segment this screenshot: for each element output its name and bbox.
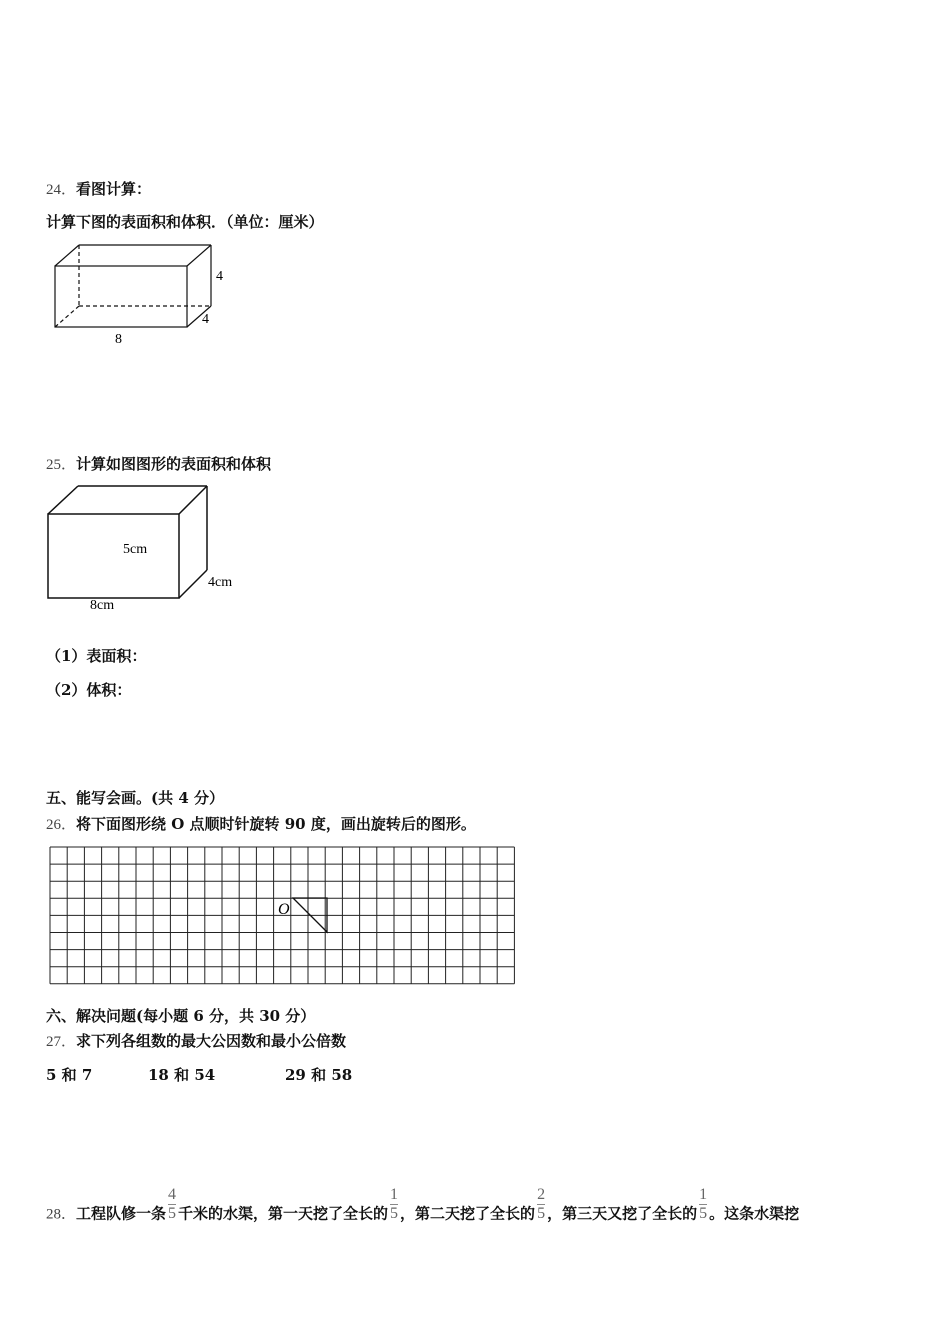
q24-title-text: 看图计算： (76, 180, 152, 198)
q25-title-text: 计算如图图形的表面积和体积 (76, 455, 272, 473)
fraction-numerator: 1 (390, 1186, 399, 1203)
fraction-numerator: 1 (699, 1186, 708, 1203)
fraction (390, 1186, 398, 1223)
q25-width-label: 4cm (208, 575, 233, 590)
q25-part2: （2）体积： (46, 681, 132, 699)
point-o-label: O (278, 901, 290, 918)
q27-title-text: 求下列各组数的最大公因数和最小公倍数 (76, 1032, 347, 1050)
q24-length-label: 8 (115, 332, 122, 347)
q27-number: 27． (46, 1034, 77, 1050)
fraction (537, 1186, 545, 1223)
q26-title (46, 813, 476, 834)
fraction-denominator: 5 (537, 1205, 546, 1222)
q26-title-text: 将下面图形绕 O 点顺时针旋转 90 度，画出旋转后的图形。 (76, 815, 476, 833)
section6-heading: 六、解决问题(每小题 6 分，共 30 分） (46, 1007, 316, 1025)
q28-text-part: ，第二天挖了全长的 (400, 1204, 536, 1223)
q28-text-part: 。这条水渠挖 (709, 1204, 800, 1223)
q27-pair: 18 和 54 (148, 1066, 216, 1084)
q28-text (46, 1186, 800, 1233)
q24-number: 24． (46, 182, 77, 198)
q24-height-label: 4 (216, 269, 223, 284)
fraction-denominator: 5 (390, 1205, 399, 1222)
fraction (168, 1186, 176, 1223)
fraction-denominator: 5 (168, 1205, 177, 1222)
fraction-numerator: 4 (168, 1186, 177, 1203)
q28-text-part: ，第三天又挖了全长的 (547, 1204, 698, 1223)
rotation-grid (48, 844, 522, 988)
fraction-denominator: 5 (699, 1205, 708, 1222)
q26-number: 26． (46, 817, 77, 833)
q24-cuboid-figure (40, 230, 240, 350)
q28-number: 28． (46, 1206, 77, 1223)
fraction (699, 1186, 707, 1223)
q28-text-part: 工程队修一条 (76, 1204, 167, 1223)
q27-pair: 29 和 58 (285, 1066, 353, 1084)
q24-title (46, 178, 151, 199)
q24-instruction: 计算下图的表面积和体积．（单位：厘米） (46, 213, 324, 231)
fraction-numerator: 2 (537, 1186, 546, 1203)
q27-title (46, 1030, 346, 1051)
section5-heading: 五、能写会画。(共 4 分） (46, 789, 224, 807)
q28-text-part: 千米的水渠，第一天挖了全长的 (178, 1204, 389, 1223)
q25-number: 25． (46, 457, 77, 473)
q25-title (46, 453, 271, 474)
q25-length-label: 8cm (90, 598, 115, 613)
q24-width-label: 4 (202, 312, 209, 327)
q25-cuboid-figure (40, 480, 250, 615)
q25-height-label: 5cm (123, 542, 148, 557)
q25-part1: （1）表面积： (46, 647, 147, 665)
q27-pair: 5 和 7 (46, 1066, 93, 1084)
